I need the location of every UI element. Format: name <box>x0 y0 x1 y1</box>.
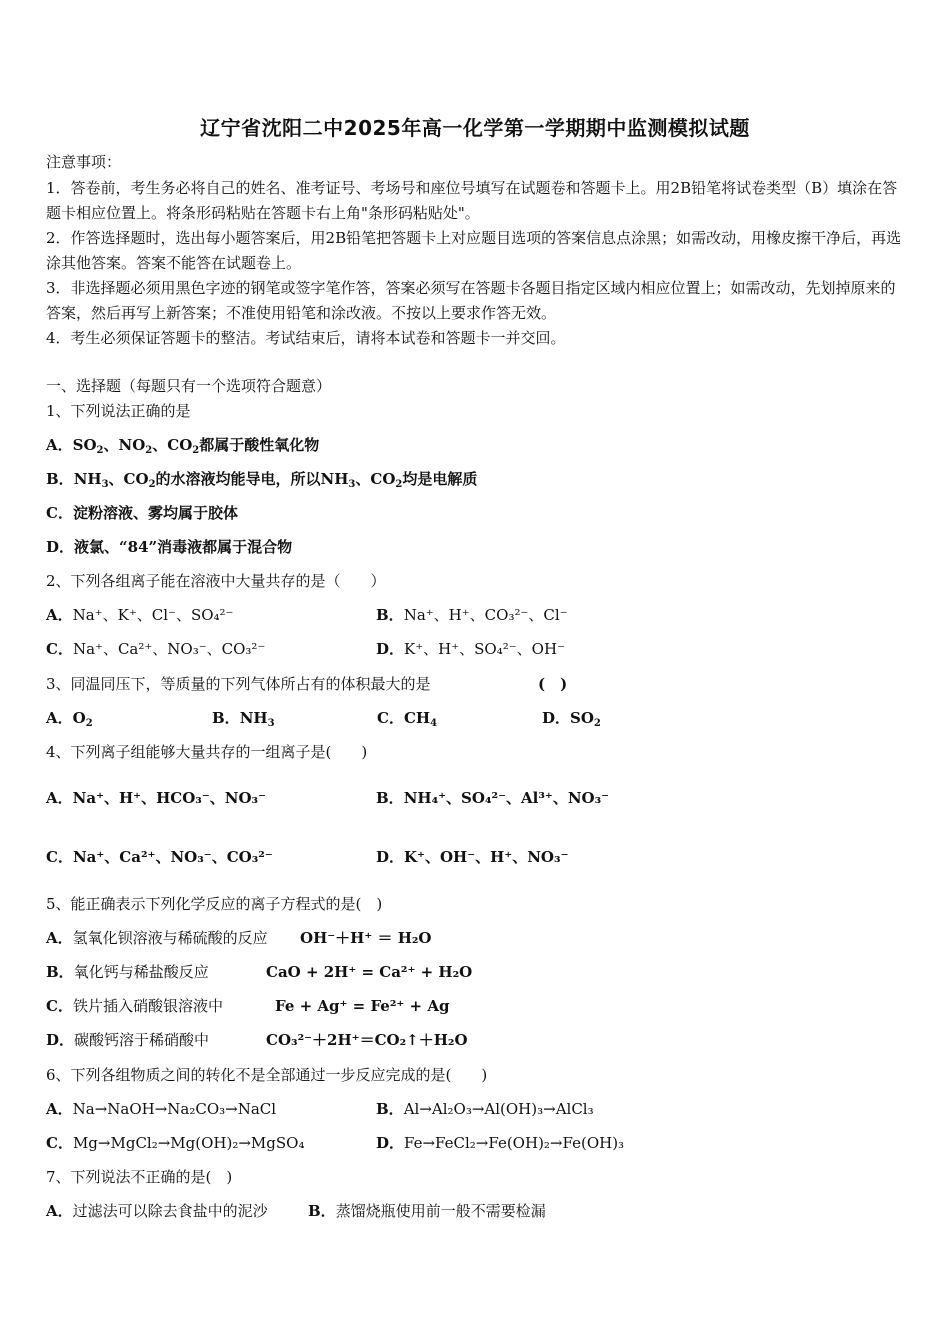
option-text: NH₄⁺、SO₄²⁻、Al³⁺、NO₃⁻ <box>403 789 610 807</box>
option-label: B． <box>46 470 74 488</box>
option-text: 、NO <box>103 436 146 454</box>
question-4-option-d <box>376 847 568 867</box>
question-4-option-c <box>46 847 273 867</box>
question-2-option-b <box>376 605 568 625</box>
option-label: A． <box>46 1100 73 1118</box>
option-label: A． <box>46 789 73 807</box>
question-5-option-b <box>46 962 209 982</box>
question-2-option-c <box>46 639 265 659</box>
option-text: Na⁺、H⁺、HCO₃⁻、NO₃⁻ <box>72 789 267 807</box>
option-text: 蒸馏烧瓶使用前一般不需要检漏 <box>335 1202 546 1220</box>
question-3-option-d <box>542 708 601 728</box>
option-text: 碳酸钙溶于稀硝酸中 <box>74 1031 210 1049</box>
option-text: SO <box>570 709 594 727</box>
question-3-option-b <box>212 708 275 728</box>
question-5-equation-d: CO₃²⁻＋2H⁺＝CO₂↑＋H₂O <box>266 1031 468 1049</box>
option-text: Mg→MgCl₂→Mg(OH)₂→MgSO₄ <box>72 1134 305 1152</box>
option-label: A． <box>46 436 73 454</box>
notice-item-1: 1．答卷前，考生务必将自己的姓名、准考证号、考场号和座位号填写在试题卷和答题卡上。用2B铅笔将试卷类型（B）填涂在答题卡相应位置上。将条形码粘贴在答题卡右上角"条形码粘贴处"。 <box>46 179 898 222</box>
question-5-option-a <box>46 928 268 948</box>
option-label: B． <box>46 963 74 981</box>
subscript: 2 <box>96 445 104 456</box>
option-text: 过滤法可以除去食盐中的泥沙 <box>72 1202 268 1220</box>
option-label: D． <box>542 709 571 727</box>
subscript: 3 <box>267 718 275 729</box>
option-label: A． <box>46 1202 73 1220</box>
option-text: Na⁺、K⁺、Cl⁻、SO₄²⁻ <box>72 606 234 624</box>
option-text: 、CO <box>355 470 396 488</box>
subscript: 2 <box>395 479 403 490</box>
question-4-stem: 4、下列离子组能够大量共存的一组离子是( ) <box>46 743 368 761</box>
notice-item-2: 2．作答选择题时，选出每小题答案后，用2B铅笔把答题卡上对应题目选项的答案信息点涂黑；如需改动，用橡皮擦干净后，再选涂其他答案。答案不能答在试题卷上。 <box>46 229 902 272</box>
option-text: NH <box>239 709 268 727</box>
option-label: A． <box>46 606 73 624</box>
notice-item-3: 3．非选择题必须用黑色字迹的钢笔或签字笔作答，答案必须写在答题卡各题目指定区域内相应位置上；如需改动，先划掉原来的答案，然后再写上新答案；不准使用铅笔和涂改液。不按以上要求作答无效。 <box>46 279 896 322</box>
option-text: Na⁺、Ca²⁺、NO₃⁻、CO₃²⁻ <box>72 848 273 866</box>
question-3-option-c <box>377 708 437 728</box>
question-3-stem: 3、同温同压下，等质量的下列气体所占有的体积最大的是 <box>46 675 431 693</box>
option-text: Na→NaOH→Na₂CO₃→NaCl <box>72 1100 277 1118</box>
question-7-option-b <box>308 1201 546 1221</box>
subscript: 2 <box>192 445 200 456</box>
subscript: 2 <box>148 479 156 490</box>
option-text: K⁺、H⁺、SO₄²⁻、OH⁻ <box>404 640 565 658</box>
option-label: B． <box>212 709 240 727</box>
page-title: 辽宁省沈阳二中2025年高一化学第一学期期中监测模拟试题 <box>200 116 750 140</box>
question-6-stem: 6、下列各组物质之间的转化不是全部通过一步反应完成的是( ) <box>46 1066 488 1084</box>
question-4-option-a <box>46 788 266 808</box>
option-label: C． <box>377 709 404 727</box>
question-3-option-a <box>46 708 93 728</box>
question-6-option-b <box>376 1099 594 1119</box>
notice-item-4: 4．考生必须保证答题卡的整洁。考试结束后，请将本试卷和答题卡一并交回。 <box>46 329 566 347</box>
question-5-stem: 5、能正确表示下列化学反应的离子方程式的是( ) <box>46 895 383 913</box>
option-label: C． <box>46 640 73 658</box>
option-label: D． <box>376 848 405 866</box>
option-text: 、CO <box>152 436 193 454</box>
option-text: CH <box>403 709 431 727</box>
question-2-option-a <box>46 605 233 625</box>
option-label: A． <box>46 709 73 727</box>
question-5-equation-a: OH⁻＋H⁺ ＝ H₂O <box>300 929 432 947</box>
question-1-option-a <box>46 435 319 455</box>
question-5-option-c <box>46 996 223 1016</box>
question-5-option-d <box>46 1030 209 1050</box>
option-label: B． <box>308 1202 336 1220</box>
question-6-option-c <box>46 1133 304 1153</box>
subscript: 3 <box>101 479 109 490</box>
option-text: 氧化钙与稀盐酸反应 <box>73 963 209 981</box>
question-5-equation-b: CaO + 2H⁺ = Ca²⁺ + H₂O <box>266 963 473 981</box>
option-label: C． <box>46 997 73 1015</box>
option-label: A． <box>46 929 73 947</box>
option-text: O <box>72 709 86 727</box>
option-text: 都属于酸性氧化物 <box>199 436 320 454</box>
question-2-option-d <box>376 639 565 659</box>
option-text: 的水溶液均能导电，所以NH <box>155 470 349 488</box>
option-label: B． <box>376 789 404 807</box>
option-label: B． <box>376 1100 404 1118</box>
option-label: C． <box>46 848 73 866</box>
subscript: 2 <box>145 445 153 456</box>
option-label: D． <box>46 1031 75 1049</box>
option-text: SO <box>72 436 97 454</box>
section-heading: 一、选择题（每题只有一个选项符合题意） <box>46 377 332 395</box>
option-text: 均是电解质 <box>402 470 478 488</box>
question-6-option-d <box>376 1133 624 1153</box>
question-6-option-a <box>46 1099 276 1119</box>
option-text: Al→Al₂O₃→Al(OH)₃→AlCl₃ <box>403 1100 594 1118</box>
question-4-option-b <box>376 788 609 808</box>
subscript: 2 <box>85 718 93 729</box>
question-1-option-c: C．淀粉溶液、雾均属于胶体 <box>46 504 238 522</box>
question-1-stem: 1、下列说法正确的是 <box>46 402 191 420</box>
question-3-answer-paren: ( ) <box>538 675 568 693</box>
notice-heading: 注意事项： <box>46 153 122 171</box>
subscript: 2 <box>593 718 601 729</box>
question-5-equation-c: Fe + Ag⁺ = Fe²⁺ + Ag <box>275 997 450 1015</box>
option-text: 、CO <box>108 470 149 488</box>
question-2-stem: 2、下列各组离子能在溶液中大量共存的是（ ） <box>46 572 386 590</box>
question-1-option-d: D．液氯、“84”消毒液都属于混合物 <box>46 538 293 556</box>
option-label: B． <box>376 606 404 624</box>
option-text: Fe→FeCl₂→Fe(OH)₂→Fe(OH)₃ <box>404 1134 625 1152</box>
option-text: Na⁺、H⁺、CO₃²⁻、Cl⁻ <box>403 606 568 624</box>
option-text: 氢氧化钡溶液与稀硫酸的反应 <box>72 929 268 947</box>
option-label: D． <box>376 1134 405 1152</box>
subscript: 4 <box>430 718 438 729</box>
question-1-option-b <box>46 469 477 489</box>
question-7-stem: 7、下列说法不正确的是( ) <box>46 1168 233 1186</box>
option-label: C． <box>46 1134 73 1152</box>
option-label: D． <box>376 640 405 658</box>
question-7-option-a <box>46 1201 268 1221</box>
subscript: 3 <box>348 479 356 490</box>
option-text: 铁片插入硝酸银溶液中 <box>72 997 223 1015</box>
option-text: NH <box>73 470 102 488</box>
option-text: K⁺、OH⁻、H⁺、NO₃⁻ <box>404 848 569 866</box>
option-text: Na⁺、Ca²⁺、NO₃⁻、CO₃²⁻ <box>72 640 266 658</box>
